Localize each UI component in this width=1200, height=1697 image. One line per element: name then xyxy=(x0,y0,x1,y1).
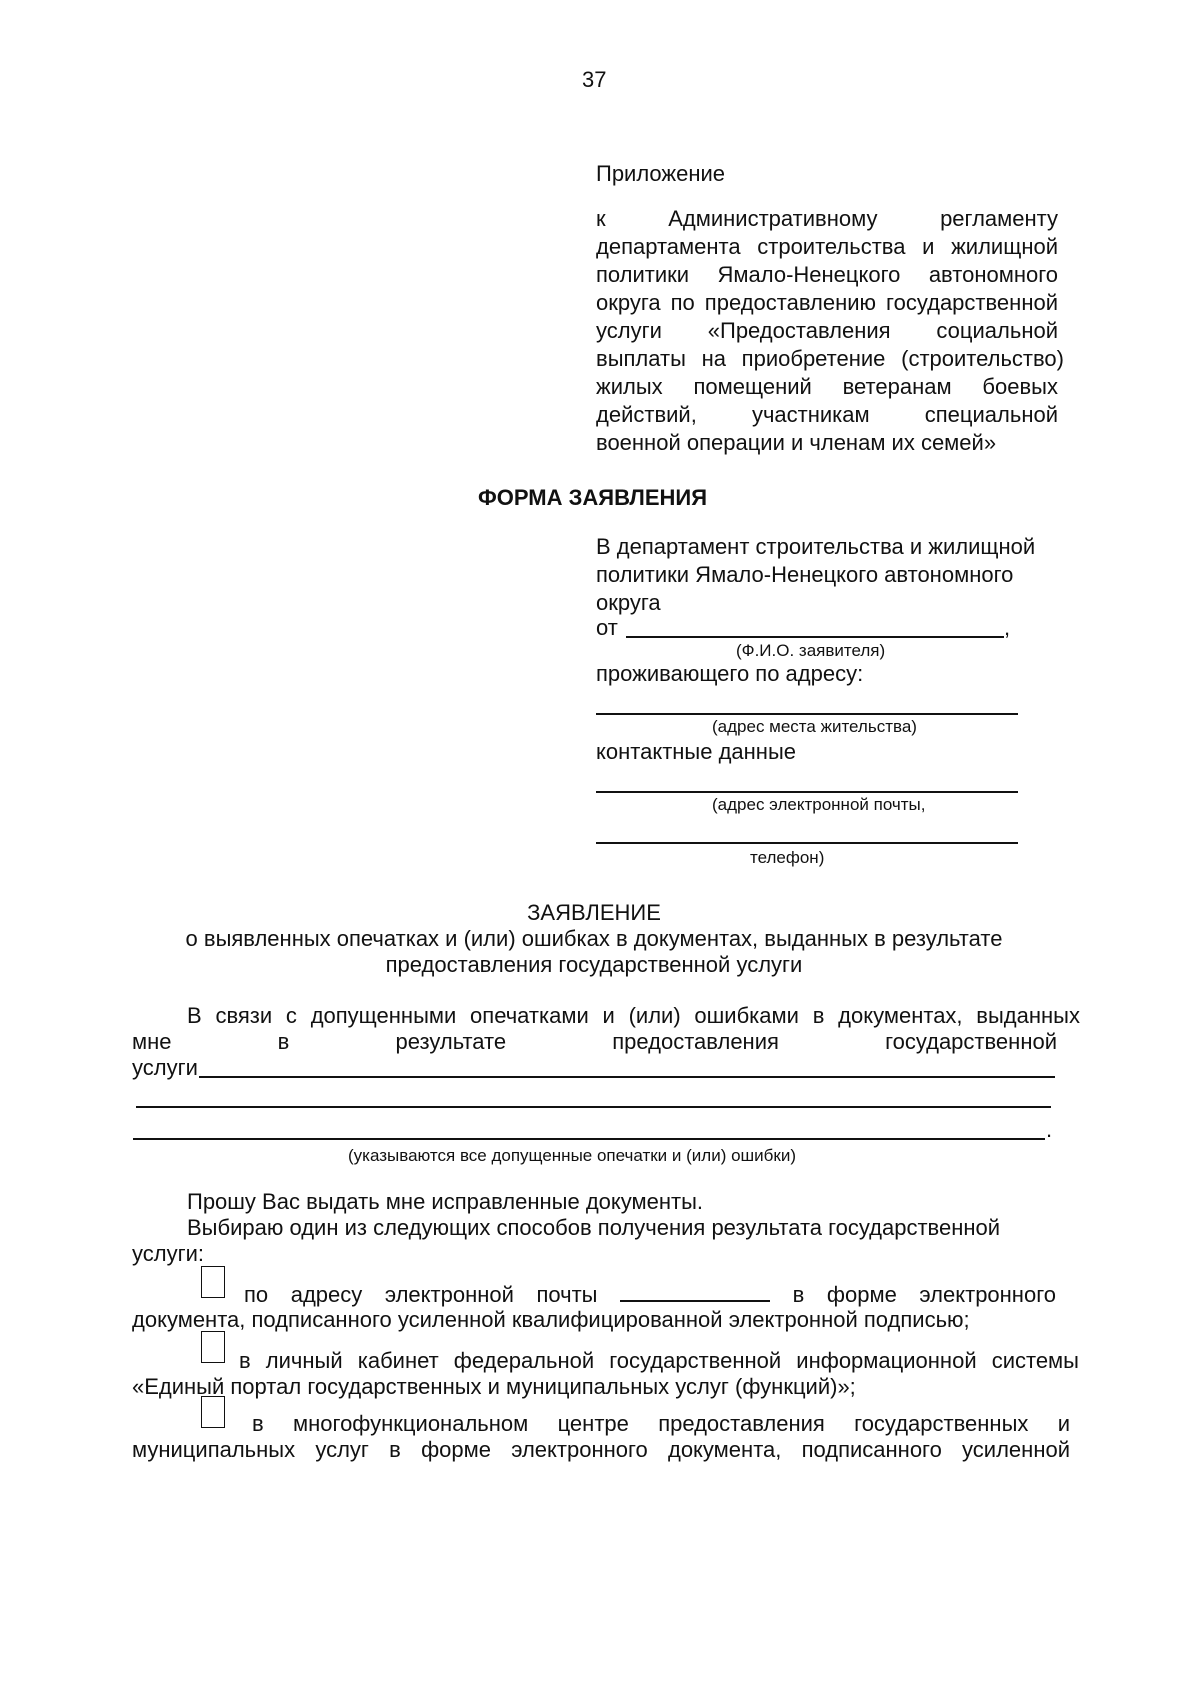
choose-line1: Выбираю один из следующих способов получения результата государственной xyxy=(187,1215,1001,1240)
errors-underline xyxy=(136,1106,1051,1108)
errors-end-dot: . xyxy=(1046,1117,1053,1142)
para1-line3-label: услуги xyxy=(132,1055,198,1080)
address-underline xyxy=(596,713,1018,715)
fio-underline xyxy=(626,636,1004,638)
appendix-text xyxy=(596,205,1064,457)
appendix-line: действий, участникам специальной xyxy=(596,402,1058,427)
contacts-label: контактные данные xyxy=(596,739,796,764)
statement-subtitle: о выявленных опечатках и (или) ошибках в документах, выданных в результате xyxy=(185,926,1003,951)
form-title: ФОРМА ЗАЯВЛЕНИЯ xyxy=(478,485,708,510)
option-mfc-line2: муниципальных услуг в форме электронного документа, подписанного усиленной xyxy=(132,1437,1070,1462)
appendix-line: выплаты на приобретение (строительство) xyxy=(596,346,1064,371)
appendix-line: департамента строительства и жилищной xyxy=(596,234,1058,259)
email-blank-underline[interactable] xyxy=(620,1280,770,1302)
appendix-line: услуги «Предоставления социальной xyxy=(596,318,1058,343)
residing-label: проживающего по адресу: xyxy=(596,661,864,686)
address-caption: (адрес места жительства) xyxy=(712,717,917,736)
statement-subtitle: предоставления государственной услуги xyxy=(385,952,803,977)
option-email-line1 xyxy=(244,1280,1056,1309)
from-comma: , xyxy=(1004,615,1011,640)
appendix-line: к Административному регламенту xyxy=(596,206,1058,231)
addressee-to xyxy=(596,533,1035,617)
email-caption: (адрес электронной почты, xyxy=(712,795,926,814)
from-label: от xyxy=(596,615,618,640)
page-number: 37 xyxy=(582,67,607,92)
email-underline xyxy=(596,791,1018,793)
addressee-line: В департамент строительства и жилищной xyxy=(596,534,1036,559)
addressee-line: округа xyxy=(596,590,661,615)
option-email-checkbox[interactable] xyxy=(201,1266,225,1298)
appendix-line: военной операции и членам их семей» xyxy=(596,430,997,455)
appendix-title: Приложение xyxy=(596,161,726,186)
statement-title: ЗАЯВЛЕНИЕ xyxy=(527,900,661,925)
para1-line1: В связи с допущенными опечатками и (или) ошибками в документах, выданных xyxy=(187,1003,1080,1028)
phone-underline xyxy=(596,842,1018,844)
phone-caption: телефон) xyxy=(750,848,825,867)
option-email-text-b: в форме электронного xyxy=(792,1282,1056,1307)
appendix-line: жилых помещений ветеранам боевых xyxy=(596,374,1058,399)
para1-line2: мне в результате предоставления государственной xyxy=(132,1029,1057,1054)
fio-caption: (Ф.И.О. заявителя) xyxy=(736,641,886,660)
appendix-line: политики Ямало-Ненецкого автономного xyxy=(596,262,1058,287)
option-mfc-checkbox[interactable] xyxy=(201,1396,225,1428)
option-mfc-line1: в многофункциональном центре предоставления государственных и xyxy=(252,1411,1070,1436)
errors-underline xyxy=(133,1138,1045,1140)
appendix-line: округа по предоставлению государственной xyxy=(596,290,1058,315)
option-portal-checkbox[interactable] xyxy=(201,1331,225,1363)
option-email-line2: документа, подписанного усиленной квалифицированной электронной подписью; xyxy=(132,1307,970,1332)
option-portal-line1: в личный кабинет федеральной государственной информационной системы xyxy=(239,1348,1079,1373)
errors-caption: (указываются все допущенные опечатки и (или) ошибки) xyxy=(348,1146,796,1165)
choose-line2: услуги: xyxy=(132,1241,205,1266)
addressee-line: политики Ямало-Ненецкого автономного xyxy=(596,562,1014,587)
option-email-text-a: по адресу электронной почты xyxy=(244,1282,598,1307)
request-text: Прошу Вас выдать мне исправленные документы. xyxy=(187,1189,704,1214)
errors-underline xyxy=(199,1076,1055,1078)
option-portal-line2: «Единый портал государственных и муниципальных услуг (функций)»; xyxy=(132,1374,856,1399)
